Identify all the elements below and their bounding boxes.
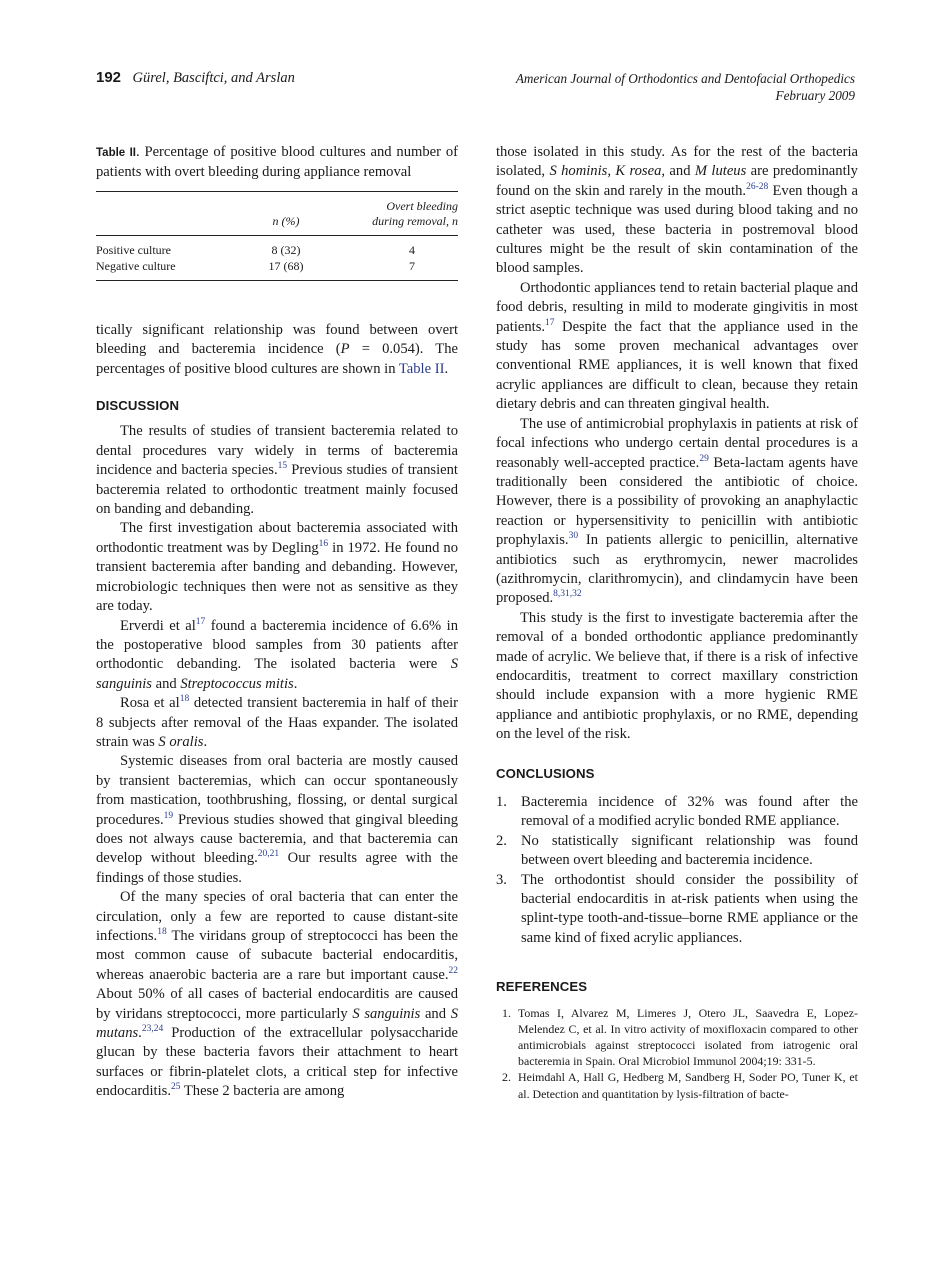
ref-text: Tomas I, Alvarez M, Limeres J, Otero JL, Saavedra E, Lopez-Melendez C, et al. In vitro activity of moxifloxacin compared to other antimicrobials against streptococci isolated from iatrogenic oral bacteremia in Spain. Oral Microbiol Immunol 2004;19: 331-5. <box>518 1005 858 1069</box>
citation-link[interactable]: 19 <box>163 810 174 821</box>
running-header-left <box>96 69 295 87</box>
table-ii <box>96 191 458 281</box>
references-heading: REFERENCES <box>496 979 588 995</box>
text: detected transient bacteremia in half of their 8 subjects after removal of the Haas expander. The isolated strain was <box>96 695 458 750</box>
reference-item <box>496 1069 858 1101</box>
paragraph: This study is the first to investigate bacteremia after the removal of a bonded orthodontic appliance predominantly made of acrylic. We believe that, if there is a risk of infective endocarditis, treatment to correct maxillary constriction should include expansion with a more hygienic RME appliance and antibiotic prophylaxis, or no RME, depending on the level of the risk. <box>496 609 858 743</box>
text: The results of studies of transient bacteremia related to dental procedures vary widely in terms of bacteremia incidence and bacteria species. <box>96 423 458 479</box>
ref-text: Heimdahl A, Hall G, Hedberg M, Sandberg H, Soder PO, Tuner K, et al. Detection and quantitation by lysis-filtration of bacte- <box>518 1070 858 1101</box>
citation-link[interactable]: 22 <box>448 965 458 976</box>
row-n-pct: 8 (32) <box>271 242 301 257</box>
text: tically significant relationship was found between overt bleeding and bacteremia incidence ( <box>96 321 458 358</box>
citation-link[interactable]: 20,21 <box>257 849 280 860</box>
citation-link[interactable]: 23,24 <box>141 1024 164 1035</box>
text: The first investigation about bacteremia associated with orthodontic treatment was by Degling <box>96 520 458 556</box>
text: The use of antimicrobial prophylaxis in patients at risk of focal infections who undergo certain dental procedures is a reasonably well-accepted practice. <box>496 415 858 471</box>
left-column <box>96 143 458 1102</box>
journal-title: American Journal of Orthodontics and Dentofacial Orthopedics <box>515 71 855 86</box>
paragraph <box>96 422 458 519</box>
text: In patients allergic to penicillin, alternative antibiotics such as erythromycin, newer macrolides (azithromycin, clarithromycin), and clindamycin have been proposed. <box>496 532 858 607</box>
species: S hominis, K rosea, <box>549 163 666 180</box>
species: M luteus <box>694 163 747 180</box>
table-label: Table II <box>96 147 136 159</box>
row-overt <box>356 258 458 281</box>
p-symbol: P <box>340 341 350 358</box>
paragraph <box>96 519 458 616</box>
citation-link[interactable]: 18 <box>179 694 190 705</box>
citation-link[interactable]: 8,31,32 <box>553 589 582 600</box>
table-header-overt-bleeding <box>356 192 458 236</box>
ref-number: 1. <box>502 1005 511 1020</box>
row-n-pct: 17 (68) <box>236 258 356 281</box>
citation-link[interactable]: 25 <box>170 1082 181 1093</box>
table-header-n-pct: n (%) <box>236 192 356 236</box>
citation-link[interactable]: 15 <box>277 461 288 472</box>
text: . <box>203 733 208 750</box>
list-item <box>496 793 858 832</box>
row-overt-value: 4 <box>409 242 415 257</box>
text: Rosa et al <box>120 695 180 712</box>
species: Streptococcus mitis <box>180 675 294 692</box>
paragraph <box>496 415 858 609</box>
text: Orthodontic appliances tend to retain bacterial plaque and food debris, resulting in mild to moderate gingivitis in most patients. <box>496 279 858 335</box>
table-row <box>96 258 458 281</box>
running-header-right <box>516 70 855 104</box>
row-label: Positive culture <box>96 242 171 257</box>
text: Systemic diseases from oral bacteria are mostly caused by transient bacteremias, which can occur spontaneously from mastication, toothbrushing, flossing, or dental surgical procedures. <box>96 753 458 828</box>
text: and <box>665 163 695 180</box>
running-authors: Gürel, Basciftci, and Arslan <box>132 70 295 86</box>
citation-link[interactable]: 29 <box>699 453 709 464</box>
item-text: Bacteremia incidence of 32% was found after the removal of a modified acrylic bonded RME appliance. <box>521 794 858 830</box>
citation-link[interactable]: 16 <box>318 538 329 549</box>
row-label: Negative culture <box>96 258 236 281</box>
references-list <box>496 1005 858 1102</box>
item-text: The orthodontist should consider the possibility of bacterial endocarditis in at-risk patients when using the splint-type tooth-and-tissue–borne RME appliance or the same kind of fixed acrylic appliances. <box>521 871 858 946</box>
ref-number: 2. <box>502 1070 511 1085</box>
row-overt-value: 7 <box>409 258 415 273</box>
text: About 50% of all cases of bacterial endocarditis are caused by viridans streptococci, more particularly <box>96 986 458 1022</box>
text: those isolated in this study. As for the rest of the bacteria isolated, <box>496 144 858 180</box>
text: . <box>293 675 298 692</box>
page-number: 192 <box>96 69 122 86</box>
table-header-blank <box>96 192 236 236</box>
text: The viridans group of streptococci has been the most common cause of subacute bacterial endocarditis, whereas anaerobic bacteria are a rare but important cause. <box>96 928 458 983</box>
paragraph <box>96 617 458 695</box>
issue-date: February 2009 <box>775 88 855 103</box>
header-line-1: Overt bleeding <box>386 198 458 213</box>
citation-link[interactable]: 30 <box>568 531 579 542</box>
paragraph <box>96 752 458 888</box>
table-row <box>96 235 458 258</box>
species: S oralis <box>158 733 204 750</box>
paragraph <box>496 279 858 415</box>
text: Of the many species of oral bacteria that can enter the circulation, only a few are reported to cause distant-site infections. <box>96 889 458 944</box>
citation-link[interactable]: 17 <box>195 616 206 627</box>
text: found a bacteremia incidence of 6.6% in the postoperative blood samples from 30 patients after orthodontic debanding. The isolated bacteria were <box>96 617 459 673</box>
text: Previous studies of transient bacteremia related to orthodontic treatment mainly focused on banding and debanding. <box>96 462 458 518</box>
right-column <box>496 143 858 1102</box>
list-item <box>496 832 858 871</box>
item-number: 2. <box>496 832 507 849</box>
text: = 0.054). The percentages of positive blood cultures are shown in <box>96 341 458 377</box>
text: Erverdi et al <box>120 617 196 634</box>
conclusions-heading: CONCLUSIONS <box>496 765 595 781</box>
results-continuation <box>96 321 458 379</box>
list-item <box>496 871 858 949</box>
item-text: No statistically significant relationship was found between overt bleeding and bacteremia incidence. <box>521 832 858 869</box>
citation-link[interactable]: 17 <box>545 317 555 328</box>
conclusions-list <box>496 793 858 948</box>
table-caption-text: . Percentage of positive blood cultures and number of patients with overt bleeding during appliance removal <box>96 144 458 181</box>
text: in 1972. He found no transient bacteremia after banding and debanding. However, microbiologic techniques then were not as sensitive as they are today. <box>96 539 458 615</box>
text: Production of the extracellular polysaccharide glucan by these bacteria favors their attachment to heart surfaces or fibrin-platelet clots, a critical step for infective endocarditis. <box>96 1025 458 1100</box>
row-overt <box>356 235 458 258</box>
species: S sanguinis <box>96 656 458 692</box>
reference-item <box>496 1005 858 1070</box>
species: S mutans <box>96 1005 458 1042</box>
citation-link[interactable]: 18 <box>157 927 167 937</box>
paragraph <box>496 143 858 279</box>
table-ii-link[interactable]: Table II <box>398 360 445 377</box>
header-line-2: during removal, n <box>372 213 458 228</box>
text: . <box>138 1025 142 1042</box>
discussion-heading: DISCUSSION <box>96 398 180 414</box>
paragraph <box>96 694 458 752</box>
text: Previous studies showed that gingival bleeding does not always cause bacteremia, and that bacteremia can develop without bleeding. <box>96 811 458 867</box>
text: These 2 bacteria are among <box>180 1083 345 1100</box>
paragraph <box>96 888 458 1101</box>
citation-link[interactable]: 26-28 <box>746 181 769 192</box>
text: Beta-lactam agents have traditionally been considered the antibiotic of choice. However, there is a possibility of provoking an anaphylactic reaction or hypersensitivity to penicillin with antibiotic prophylaxis. <box>496 454 859 549</box>
item-number: 1. <box>496 794 507 810</box>
text: Despite the fact that the appliance used in the study has some proven mechanical advantages over conventional RME appliances, it is well known that fixed acrylic appliances are difficult to clean, because they retain dietary debris and can threaten gingival health. <box>496 318 858 413</box>
text: are predominantly found on the skin and rarely in the mouth. <box>496 163 858 199</box>
text: and <box>151 675 181 692</box>
text: . <box>444 360 449 377</box>
item-number: 3. <box>496 871 507 888</box>
text: Even though a strict aseptic technique was used during blood taking and no catheter was used, these bacteria in postremoval blood cultures might be the result of skin contamination of the blood samples. <box>496 182 858 277</box>
text: Our results agree with the findings of those studies. <box>96 850 458 886</box>
table-caption <box>96 143 458 183</box>
species: S sanguinis <box>352 1005 421 1022</box>
text: and <box>420 1005 451 1022</box>
